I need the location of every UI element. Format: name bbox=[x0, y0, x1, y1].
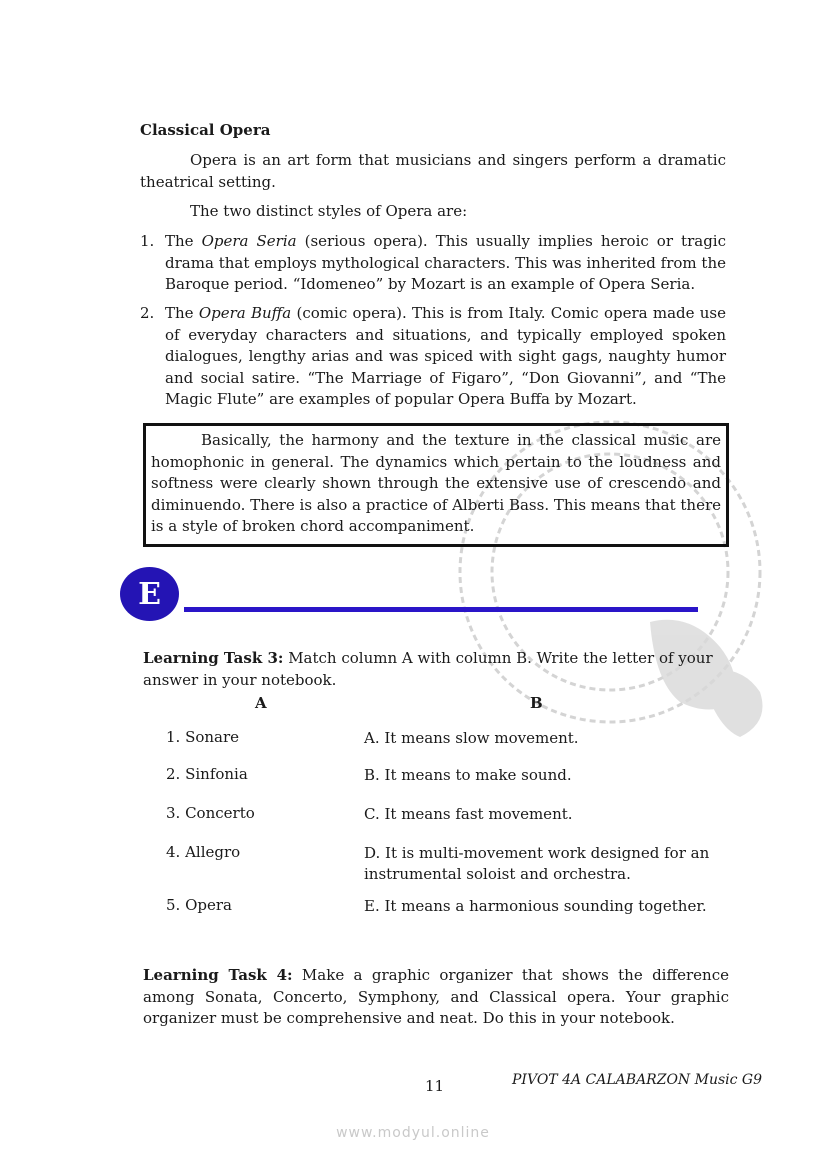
column-a-item: 1. Sonare bbox=[166, 728, 240, 746]
opera-seria-term: Opera Seria bbox=[201, 232, 297, 250]
box-text: Basically, the harmony and the texture in the classical music are homophonic in general. The dynamics which pertain to the loudness and softness were clearly shown through the extensive use of crescendo and diminuendo. There is also a practice of Alberti Bass. This means that there is a style of broken chord accompaniment. bbox=[151, 431, 721, 535]
column-a-item: 5. Opera bbox=[166, 896, 232, 914]
publication-footer: PIVOT 4A CALABARZON Music G9 bbox=[512, 1072, 763, 1088]
column-b-item: E. It means a harmonious sounding together. bbox=[364, 897, 707, 915]
task3-instruction: Learning Task 3: Match column A with column B. Write the letter of your answer in your notebook. bbox=[143, 649, 713, 689]
opera-intro-paragraph: Opera is an art form that musicians and singers perform a dramatic theatrical setting. bbox=[140, 151, 726, 191]
part-e-badge: E bbox=[120, 567, 179, 621]
task4-label: Learning Task 4: bbox=[143, 966, 293, 984]
column-b-header: B bbox=[530, 694, 543, 712]
column-a-header: A bbox=[255, 694, 267, 712]
opera-buffa-term: Opera Buffa bbox=[198, 304, 292, 322]
section-title: Classical Opera bbox=[140, 121, 271, 139]
list-item-number: 2. bbox=[140, 304, 155, 322]
column-a-item: 2. Sinfonia bbox=[166, 765, 248, 783]
task4-instruction: Learning Task 4: Make a graphic organizer that shows the difference among Sonata, Concerto, Symphony, and Classical opera. Your graphic organizer must be comprehensive and neat. Do this in your notebook. bbox=[143, 966, 729, 1027]
part-divider-bar bbox=[184, 607, 698, 612]
harmony-texture-box bbox=[143, 423, 729, 547]
page-number: 11 bbox=[425, 1077, 445, 1095]
column-b-item: D. It is multi-movement work designed for an instrumental soloist and orchestra. bbox=[364, 844, 710, 883]
list-item: 1. The Opera Seria (serious opera). This usually implies heroic or tragic drama that employs mythological characters. This was inherited from the Baroque period. “Idomeneo” by Mozart is an example of Opera Seria. bbox=[140, 232, 726, 293]
list-item-number: 1. bbox=[140, 232, 155, 250]
task3-label: Learning Task 3: bbox=[143, 649, 284, 667]
column-b-item: C. It means fast movement. bbox=[364, 805, 573, 823]
list-item: 2. The Opera Buffa (comic opera). This is from Italy. Comic opera made use of everyday characters and situations, and typically employed spoken dialogues, lengthy arias and was spiced with sight gags, naughty humor and social satire. “The Marriage of Figaro”, “Don Giovanni”, and “The Magic Flute” are examples of popular Opera Buffa by Mozart. bbox=[140, 304, 727, 408]
column-b-item: A. It means slow movement. bbox=[364, 729, 579, 747]
styles-lead-text: The two distinct styles of Opera are: bbox=[190, 202, 468, 220]
column-a-item: 3. Concerto bbox=[166, 804, 255, 822]
column-b-item: B. It means to make sound. bbox=[364, 766, 572, 784]
website-watermark: www.modyul.online bbox=[336, 1125, 490, 1141]
column-a-item: 4. Allegro bbox=[166, 843, 241, 861]
